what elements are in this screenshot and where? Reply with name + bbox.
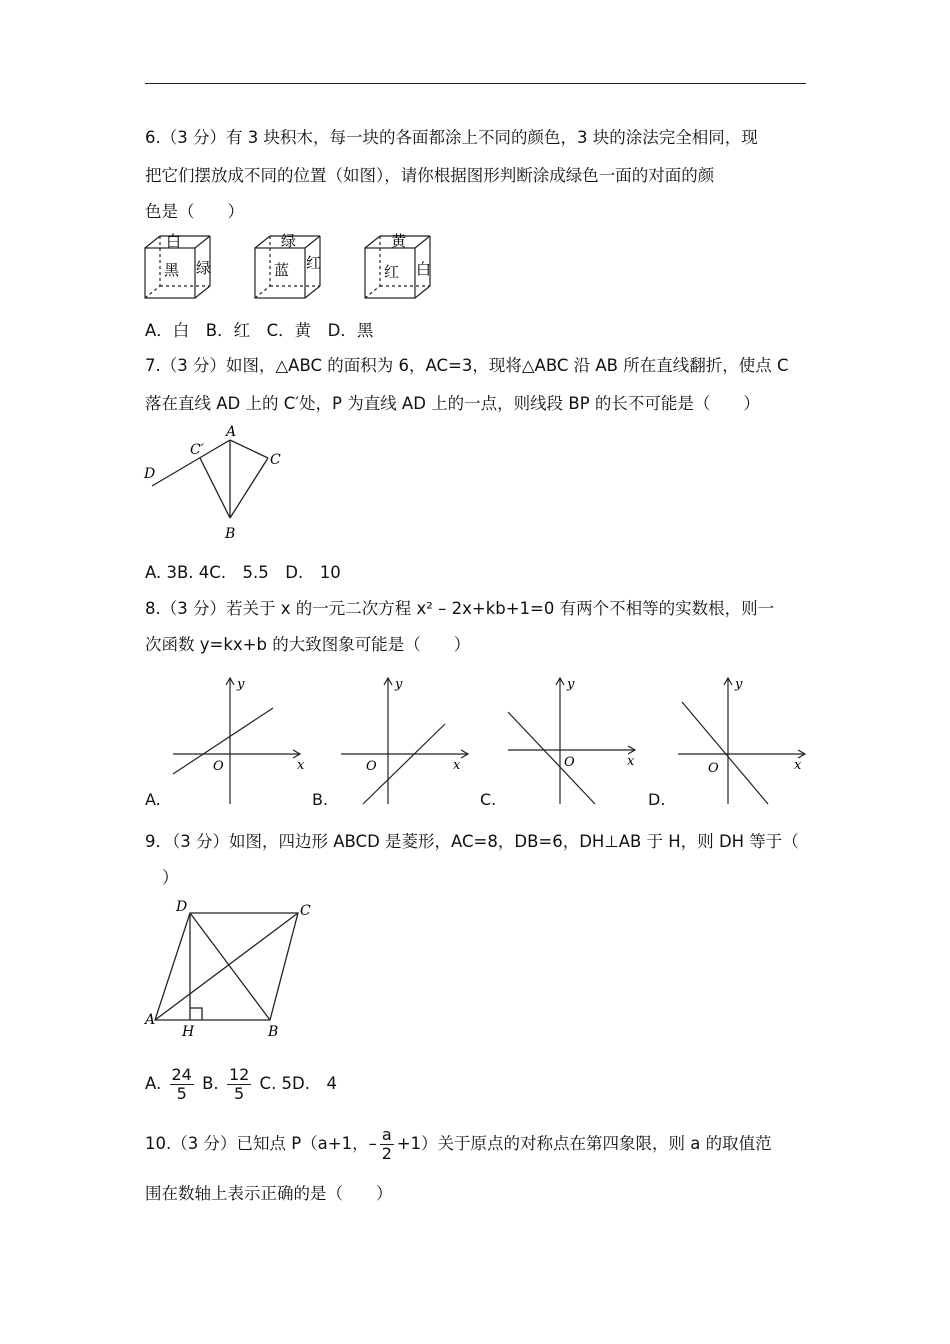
q8-graph-d [670, 672, 820, 807]
q9-frac-b-den: 5 [234, 1084, 245, 1103]
q10-fraction [380, 1126, 394, 1163]
cube3-front-label: 红 [384, 263, 400, 281]
q8d-origin-label: O [708, 761, 719, 776]
cube2-top-label: 绿 [281, 232, 297, 250]
q8-graph-a [165, 672, 315, 807]
q7-text-line2: 落在直线 AD 上的 C′处，P 为直线 AD 上的一点，则线段 BP 的长不可能是（ ） [145, 394, 760, 413]
q9-label-b: B [268, 1024, 279, 1040]
q8b-y-label: y [395, 677, 403, 692]
cube3-top-label: 黄 [391, 232, 407, 250]
cube2-side-label: 红 [306, 254, 322, 272]
q8-graph-b [333, 672, 483, 807]
q7-label-d: D [144, 466, 156, 482]
q9-label-a: A [145, 1012, 156, 1028]
header-rule [145, 83, 806, 84]
q8-option-c: C. [480, 790, 497, 809]
q9-label-c: C [300, 903, 311, 919]
q9-label-d: D [176, 899, 188, 915]
q10-text-part1: 10.（3 分）已知点 P（a+1，– [145, 1134, 377, 1153]
q7-label-cprime: C′ [190, 442, 204, 458]
q8b-origin-label: O [366, 759, 377, 774]
q8-option-a: A. [145, 790, 161, 809]
q9-text-line1: 9．（3 分）如图，四边形 ABCD 是菱形，AC=8，DB=6，DH⊥AB 于 H，则 DH 等于（ [145, 832, 799, 851]
q10-frac-num: a [381, 1125, 392, 1144]
q7-label-b: B [225, 526, 236, 542]
q9-label-h: H [182, 1024, 195, 1040]
q9-frac-a-den: 5 [176, 1084, 187, 1103]
cube1-front-label: 黑 [164, 261, 180, 279]
q7-label-c: C [270, 452, 281, 468]
q9-text-line2: ） [162, 868, 179, 887]
cube1-top-label: 白 [166, 232, 182, 250]
cube3-side-label: 白 [416, 260, 432, 278]
q8a-y-label: y [237, 677, 245, 692]
q8-option-d: D. [648, 790, 666, 809]
q8-graph-c [500, 672, 650, 807]
cube1-side-label: 绿 [196, 259, 212, 277]
q9-frac-b-num: 12 [228, 1065, 250, 1084]
q10-text-line2: 围在数轴上表示正确的是（ ） [145, 1184, 393, 1203]
q8d-x-label: x [794, 758, 802, 773]
q10-text-part2: +1）关于原点的对称点在第四象限，则 a 的取值范 [396, 1134, 772, 1153]
q9-option-b-label: B. [202, 1074, 219, 1093]
q10-text-line1 [145, 1124, 772, 1164]
q7-triangle-figure [140, 420, 300, 545]
q9-option-a-fraction [170, 1066, 194, 1103]
q7-text-line1: 7.（3 分）如图，△ABC 的面积为 6，AC=3，现将△ABC 沿 AB 所在直线翻折，使点 C [145, 356, 789, 375]
q6-text-line2: 把它们摆放成不同的位置（如图），请你根据图形判断涂成绿色一面的对面的颜 [145, 166, 715, 185]
q9-options [145, 1062, 337, 1106]
q6-options: A．白 B．红 C．黄 D．黑 [145, 321, 374, 340]
q8d-y-label: y [735, 677, 743, 692]
q6-cubes-figure [140, 230, 440, 302]
q10-frac-den: 2 [381, 1144, 392, 1163]
q7-options: A. 3B. 4C. 5.5 D. 10 [145, 563, 341, 582]
q9-frac-a-num: 24 [171, 1065, 192, 1084]
q9-option-rest: C. 5D. 4 [259, 1074, 338, 1093]
q8c-x-label: x [627, 754, 635, 769]
q8-option-b: B. [312, 790, 329, 809]
q8-text-line2: 次函数 y=kx+b 的大致图象可能是（ ） [145, 635, 471, 654]
q8c-origin-label: O [564, 755, 575, 770]
q8b-x-label: x [453, 758, 461, 773]
q9-rhombus-figure [140, 895, 325, 1040]
cube2-front-label: 蓝 [274, 261, 290, 279]
q8c-y-label: y [567, 677, 575, 692]
q6-text-line1: 6.（3 分）有 3 块积木，每一块的各面都涂上不同的颜色，3 块的涂法完全相同，现 [145, 128, 758, 147]
q7-label-a: A [226, 424, 237, 440]
q8a-x-label: x [297, 758, 305, 773]
q8a-origin-label: O [213, 759, 224, 774]
q9-option-b-fraction [227, 1066, 251, 1103]
q6-text-line3: 色是（ ） [145, 202, 244, 221]
q9-option-a-label: A. [145, 1074, 162, 1093]
q8-text-line1: 8.（3 分）若关于 x 的一元二次方程 x² – 2x+kb+1=0 有两个不相等的实数根，则一 [145, 599, 775, 618]
